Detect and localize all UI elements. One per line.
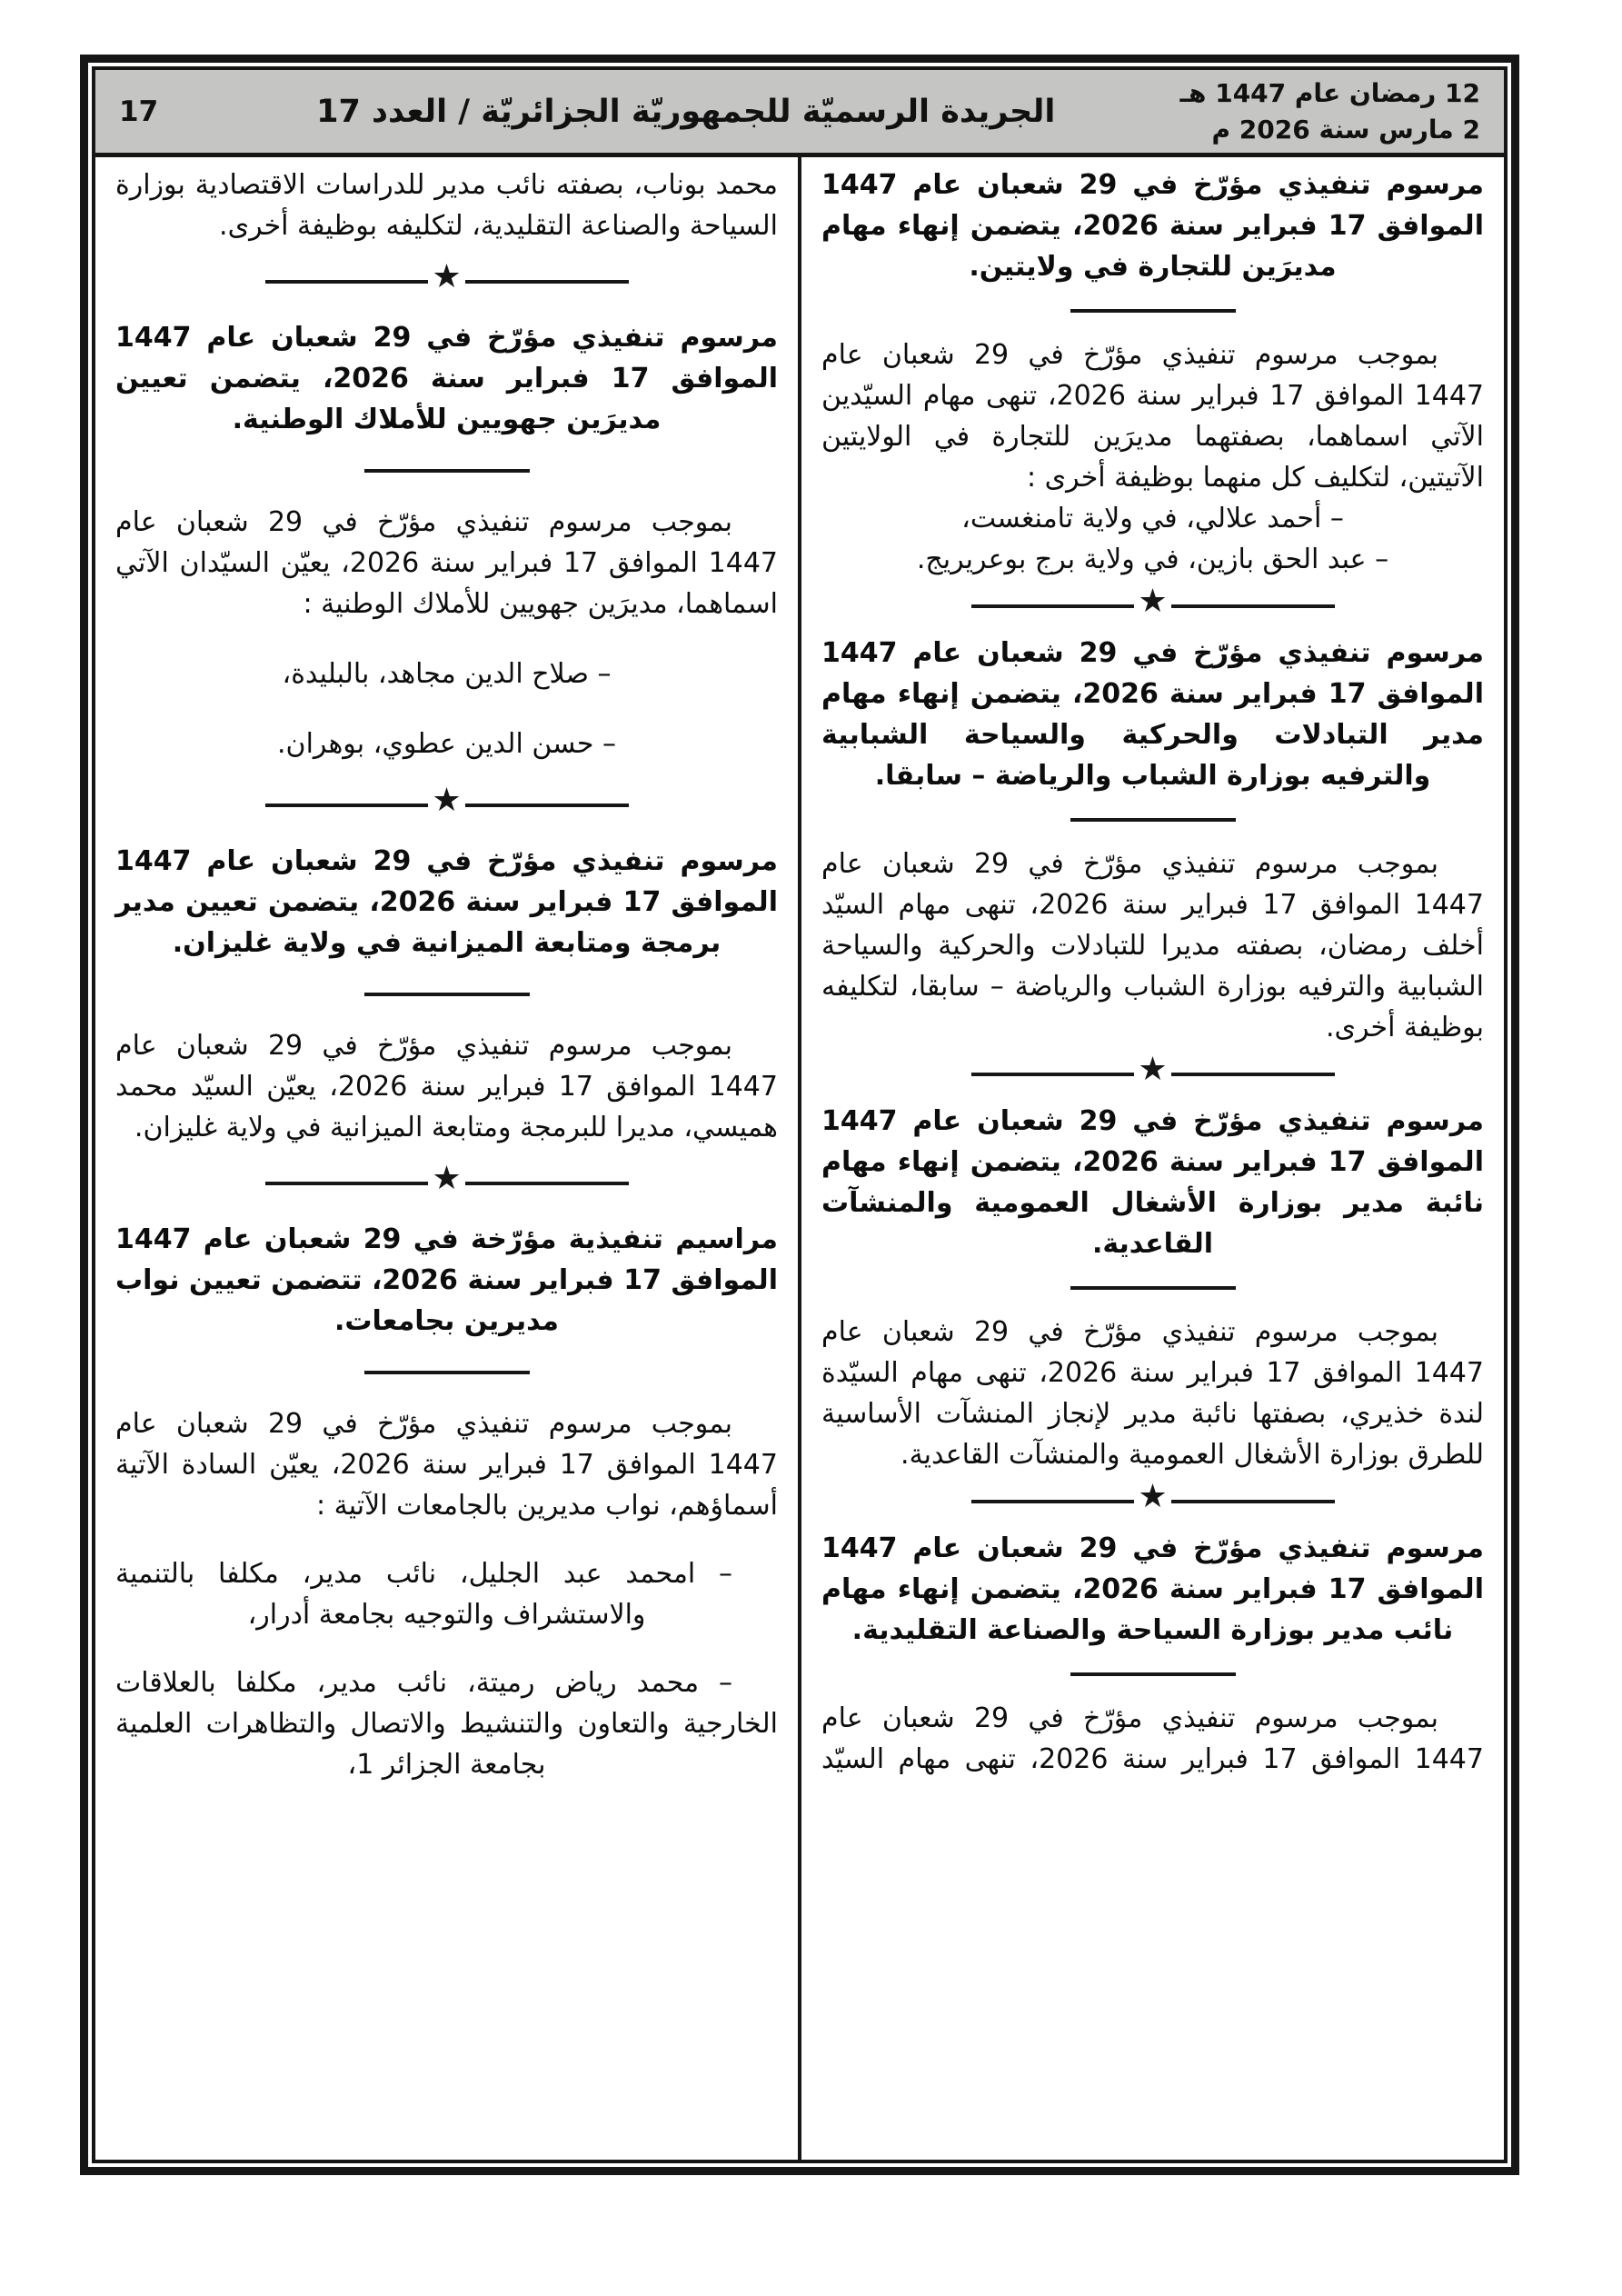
separator-line (364, 1371, 530, 1374)
star-icon: ★ (1138, 583, 1168, 620)
header-dates (1179, 75, 1480, 146)
separator-line (1070, 309, 1236, 313)
list-item: – أحمد علالي، في ولاية تامنغست، (961, 503, 1344, 534)
separator-line (364, 469, 530, 473)
separator-line (364, 993, 530, 996)
list-item: – محمد رياض رميتة، نائب مدير، مكلفا بالعلاقات الخارجية والتعاون والتنشيط والاتصال والتظاهرات العلمية بجامعة الجزائر 1، (115, 1667, 778, 1781)
column-divider (798, 157, 801, 2160)
separator-bar (465, 804, 629, 807)
separator-bar (465, 280, 629, 284)
decree-heading: مرسوم تنفيذي مؤرّخ في 29 شعبان عام 1447 الموافق 17 فبراير سنة 2026، يتضمن إنهاء مهام مدير التبادلات والحركية والسياحة الشبابية والترفيه بوزارة الشباب والرياضة – سابقا. (821, 637, 1484, 792)
list-item: – حسن الدين عطوي، بوهران. (277, 728, 616, 760)
star-icon: ★ (432, 1160, 462, 1197)
list-item: – امحمد عبد الجليل، نائب مدير، مكلفا بالتنمية والاستشراف والتوجيه بجامعة أدرار، (115, 1558, 732, 1631)
separator-star (265, 782, 629, 819)
separator-star (971, 583, 1335, 620)
decree-body: بموجب مرسوم تنفيذي مؤرّخ في 29 شعبان عام 1447 الموافق 17 فبراير سنة 2026، تنهى مهام السيّدين الآتي اسماهما، بصفتهما مديرَين للتجارة في الولايتين الآتيتين، لتكليف كل منهما بوظيفة أخرى : (821, 339, 1484, 494)
separator-line (1070, 1672, 1236, 1676)
separator-star (265, 258, 629, 295)
gregorian-date: 2 مارس سنة 2026 م (1211, 114, 1480, 145)
separator-bar (265, 280, 429, 284)
page-frame-inner (92, 66, 1508, 2163)
star-icon: ★ (1138, 1478, 1168, 1515)
list-item: – صلاح الدين مجاهد، بالبليدة، (282, 658, 612, 690)
separator-bar (265, 1182, 429, 1185)
star-icon: ★ (432, 782, 462, 819)
decree-heading: مرسوم تنفيذي مؤرّخ في 29 شعبان عام 1447 الموافق 17 فبراير سنة 2026، يتضمن إنهاء مهام نائب مدير بوزارة السياحة والصناعة التقليدية. (821, 1532, 1484, 1646)
column-left (95, 157, 798, 2160)
star-icon: ★ (432, 258, 462, 295)
decree-heading: مراسيم تنفيذية مؤرّخة في 29 شعبان عام 1447 الموافق 17 فبراير سنة 2026، تتضمن تعيين نواب مديرين بجامعات. (115, 1223, 778, 1337)
decree-heading: مرسوم تنفيذي مؤرّخ في 29 شعبان عام 1447 الموافق 17 فبراير سنة 2026، يتضمن إنهاء مهام نائبة مدير بوزارة الأشغال العمومية والمنشآت القاعدية. (821, 1105, 1484, 1260)
decree-heading: مرسوم تنفيذي مؤرّخ في 29 شعبان عام 1447 الموافق 17 فبراير سنة 2026، يتضمن تعيين مديرَين جهويين للأملاك الوطنية. (115, 322, 778, 435)
journal-title: الجريدة الرسميّة للجمهوريّة الجزائريّة / العدد 17 (316, 93, 1056, 130)
decree-body: بموجب مرسوم تنفيذي مؤرّخ في 29 شعبان عام 1447 الموافق 17 فبراير سنة 2026، يعيّن السيّدان الآتي اسماهما، مديرَين جهويين للأملاك الوطنية : (115, 506, 778, 620)
list-item: – عبد الحق بازين، في ولاية برج بوعريريج. (916, 544, 1389, 575)
page-content (95, 157, 1504, 2160)
separator-bar (1171, 1073, 1335, 1076)
decree-body: بموجب مرسوم تنفيذي مؤرّخ في 29 شعبان عام 1447 الموافق 17 فبراير سنة 2026، تنهى مهام السيّدة لندة خذيري، بصفتها نائبة مدير لإنجاز المنشآت الأساسية للطرق بوزارة الأشغال العمومية والمنشآت القاعدية. (821, 1316, 1484, 1471)
separator-line (1070, 1286, 1236, 1290)
separator-bar (971, 1500, 1135, 1503)
decree-body: بموجب مرسوم تنفيذي مؤرّخ في 29 شعبان عام 1447 الموافق 17 فبراير سنة 2026، تنهى مهام السيّد (821, 1702, 1484, 1775)
separator-star (971, 1478, 1335, 1515)
decree-body: بموجب مرسوم تنفيذي مؤرّخ في 29 شعبان عام 1447 الموافق 17 فبراير سنة 2026، يعيّن السيّد محمد هميسي، مديرا للبرمجة ومتابعة الميزانية في ولاية غليزان. (115, 1030, 778, 1143)
separator-bar (971, 1073, 1135, 1076)
column-right (801, 157, 1504, 2160)
separator-line (1070, 818, 1236, 822)
separator-bar (1171, 604, 1335, 608)
decree-heading: مرسوم تنفيذي مؤرّخ في 29 شعبان عام 1447 الموافق 17 فبراير سنة 2026، يتضمن تعيين مدير برمجة ومتابعة الميزانية في ولاية غليزان. (115, 845, 778, 959)
separator-bar (971, 604, 1135, 608)
decree-body-continuation: محمد بوناب، بصفته نائب مدير للدراسات الاقتصادية بوزارة السياحة والصناعة التقليدية، لتكليفه بوظيفة أخرى. (115, 169, 778, 242)
separator-star (971, 1051, 1335, 1088)
decree-body: بموجب مرسوم تنفيذي مؤرّخ في 29 شعبان عام 1447 الموافق 17 فبراير سنة 2026، يعيّن السادة الآتية أسماؤهم، نواب مديرين بالجامعات الآتية : (115, 1408, 778, 1522)
page-header (95, 70, 1504, 157)
star-icon: ★ (1138, 1051, 1168, 1088)
separator-bar (465, 1182, 629, 1185)
page-frame-outer (80, 55, 1519, 2175)
hijri-date: 12 رمضان عام 1447 هـ (1179, 78, 1480, 109)
decree-heading: مرسوم تنفيذي مؤرّخ في 29 شعبان عام 1447 الموافق 17 فبراير سنة 2026، يتضمن إنهاء مهام مديرَين للتجارة في ولايتين. (821, 169, 1484, 283)
decree-body: بموجب مرسوم تنفيذي مؤرّخ في 29 شعبان عام 1447 الموافق 17 فبراير سنة 2026، تنهى مهام السيّد أخلف رمضان، بصفته مديرا للتبادلات والحركية والسياحة الشبابية والترفيه بوزارة الشباب والرياضة – سابقا، لتكليفه بوظيفة أخرى. (821, 848, 1484, 1043)
page-number: 17 (119, 95, 159, 128)
separator-star (265, 1160, 629, 1197)
separator-bar (1171, 1500, 1335, 1503)
separator-bar (265, 804, 429, 807)
